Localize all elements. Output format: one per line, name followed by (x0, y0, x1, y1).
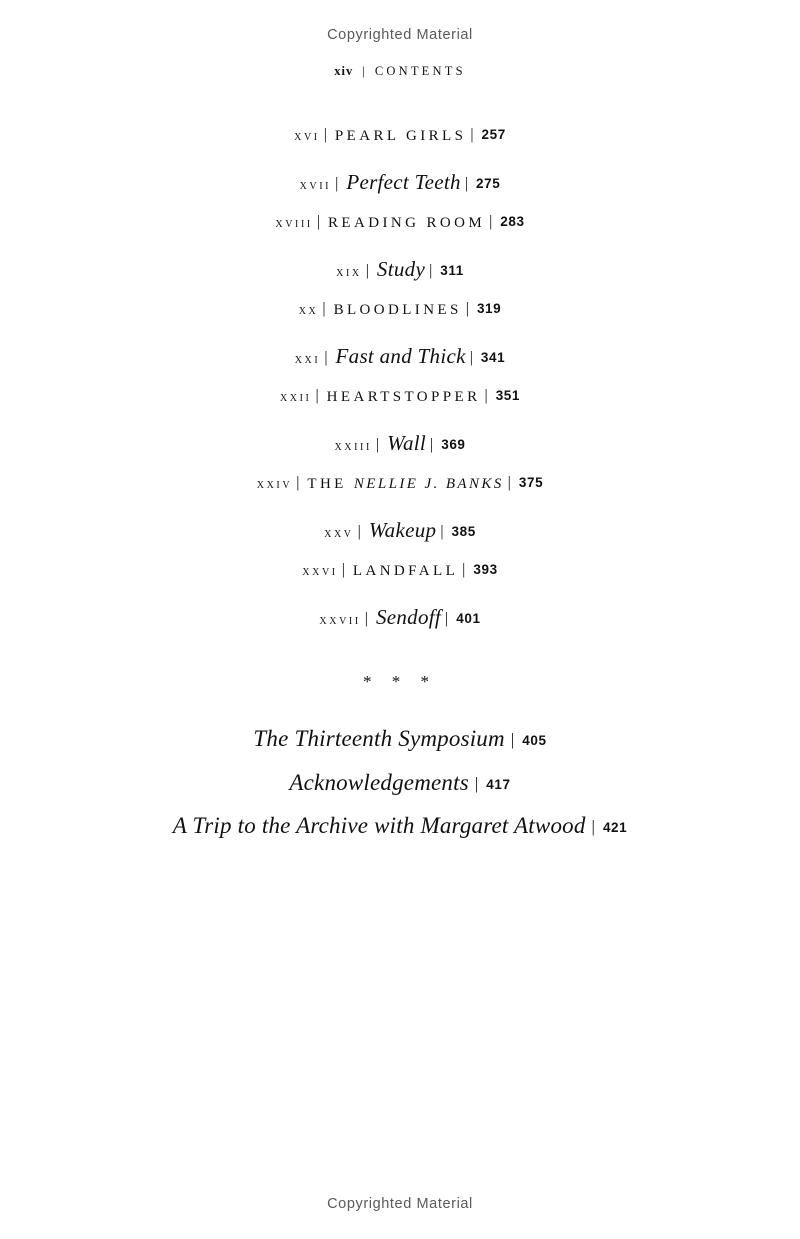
toc-numeral: xxii (279, 389, 312, 405)
toc-title-italic: NELLIE J. BANKS (353, 476, 504, 492)
toc-title: PEARL GIRLS (334, 128, 467, 144)
toc-entry[interactable] (0, 343, 800, 390)
toc-separator: | (470, 126, 474, 143)
toc-entry[interactable] (0, 128, 800, 172)
toc-separator: | (323, 126, 327, 143)
toc-title: Perfect Teeth (346, 169, 461, 194)
toc-separator: | (462, 561, 466, 578)
toc-numeral: xxiii (334, 437, 372, 454)
toc-entry[interactable] (0, 256, 800, 303)
toc-separator: | (357, 522, 361, 540)
toc-separator: | (489, 213, 493, 230)
copyright-watermark-bottom: Copyrighted Material (327, 1196, 473, 1212)
backmatter-separator: | (510, 730, 515, 749)
toc-title (307, 476, 503, 492)
toc-numeral: xx (298, 302, 319, 318)
running-head (0, 63, 800, 79)
toc-title: Fast and Thick (335, 343, 466, 368)
toc-title: Wakeup (368, 517, 437, 542)
toc-page-number: 341 (480, 349, 506, 365)
backmatter-entry[interactable] (0, 814, 800, 858)
toc-entry[interactable] (0, 430, 800, 477)
backmatter-title: The Thirteenth Symposium (253, 726, 505, 751)
toc-page-number: 319 (476, 301, 502, 316)
toc-title-plain: THE (307, 476, 354, 492)
backmatter-list (0, 727, 800, 858)
toc-entry[interactable] (0, 517, 800, 564)
toc-numeral: xxiv (256, 476, 293, 492)
toc-numeral: xvii (299, 176, 332, 193)
toc-separator: | (341, 561, 345, 578)
toc-entry[interactable] (0, 302, 800, 346)
toc-numeral: xxi (294, 350, 321, 367)
toc-entry[interactable] (0, 215, 800, 259)
toc-separator: | (469, 348, 473, 366)
toc-page-number: 375 (518, 475, 544, 490)
backmatter-title: Acknowledgements (289, 769, 469, 795)
toc-separator: | (465, 300, 469, 317)
toc-title: READING ROOM (328, 215, 486, 231)
backmatter-entry[interactable] (0, 771, 800, 815)
backmatter-separator: | (591, 817, 595, 836)
running-head-folio: xiv (334, 64, 354, 78)
toc-separator: | (364, 609, 368, 627)
toc-separator: | (316, 213, 321, 230)
copyright-watermark-top: Copyrighted Material (327, 27, 473, 43)
toc-entry[interactable] (0, 476, 800, 520)
toc-page-number: 275 (476, 175, 501, 191)
running-head-label: CONTENTS (374, 64, 466, 78)
toc-page-number: 257 (481, 127, 506, 142)
toc-title: LANDFALL (352, 563, 459, 579)
section-ornament: * * * (363, 672, 437, 691)
toc-page-number: 385 (451, 523, 476, 539)
toc-numeral: xvi (294, 128, 320, 144)
backmatter-entry[interactable] (0, 727, 800, 771)
toc-entry[interactable] (0, 604, 800, 651)
toc-page-number: 401 (456, 610, 481, 626)
toc-separator: | (484, 387, 488, 404)
toc-entry[interactable] (0, 563, 800, 607)
toc-separator: | (445, 609, 449, 627)
toc-title: Study (376, 256, 426, 281)
backmatter-title: A Trip to the Archive with Margaret Atwood (172, 813, 586, 838)
toc-numeral: xxvii (319, 611, 361, 628)
toc-separator: | (429, 261, 433, 279)
toc-page-number: 393 (473, 562, 498, 577)
toc-numeral: xxv (324, 524, 354, 541)
toc-separator: | (440, 522, 444, 540)
toc-numeral: xxvi (302, 563, 338, 579)
toc-entry[interactable] (0, 389, 800, 433)
toc-separator: | (322, 300, 326, 317)
toc-separator: | (507, 474, 511, 491)
running-head-separator: | (362, 63, 365, 78)
backmatter-page-number: 421 (602, 820, 628, 835)
backmatter-page-number: 417 (486, 776, 511, 792)
toc-numeral: xviii (275, 215, 313, 231)
toc-separator: | (464, 174, 469, 192)
toc-entry[interactable] (0, 169, 800, 216)
toc-page-number: 283 (500, 214, 525, 229)
toc-separator: | (335, 174, 339, 192)
toc-separator: | (375, 435, 380, 453)
toc-page-number: 311 (440, 262, 464, 278)
toc-separator: | (324, 348, 328, 366)
toc-title: Sendoff (375, 604, 442, 629)
toc-separator: | (296, 474, 300, 491)
table-of-contents-list (0, 128, 800, 650)
toc-page-number: 351 (495, 388, 521, 403)
toc-title: BLOODLINES (333, 302, 462, 318)
backmatter-separator: | (474, 773, 479, 793)
toc-numeral: xix (336, 263, 362, 280)
toc-separator: | (430, 435, 434, 453)
toc-separator: | (365, 261, 369, 279)
toc-title: Wall (387, 430, 427, 455)
toc-page-number: 369 (441, 436, 466, 452)
toc-separator: | (315, 387, 319, 404)
toc-title: HEARTSTOPPER (326, 389, 481, 405)
backmatter-page-number: 405 (522, 733, 547, 748)
